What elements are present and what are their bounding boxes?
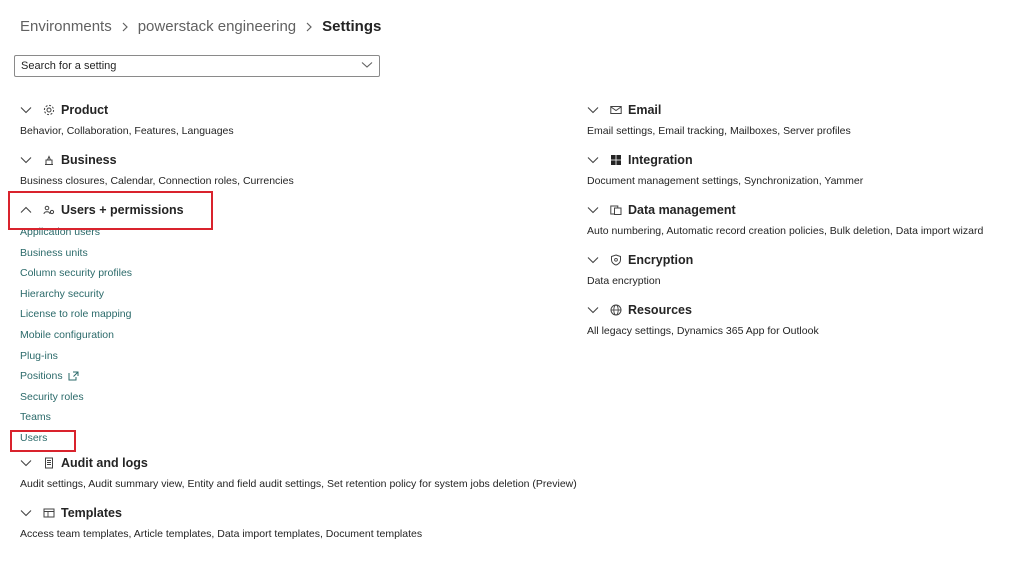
group-resources xyxy=(587,300,1007,350)
link-users[interactable]: Users xyxy=(20,431,48,444)
globe-icon xyxy=(610,304,622,316)
link-positions[interactable]: Positions xyxy=(20,370,63,383)
group-title: Business xyxy=(61,153,117,167)
settings-left-column xyxy=(20,100,580,553)
chevron-right-icon xyxy=(121,22,129,32)
windows-icon xyxy=(610,154,622,166)
group-header-email[interactable] xyxy=(587,100,1007,120)
breadcrumb xyxy=(20,18,381,35)
link-hierarchy-security[interactable]: Hierarchy security xyxy=(20,287,105,300)
group-header-templates[interactable] xyxy=(20,503,580,523)
link-column-security-profiles[interactable]: Column security profiles xyxy=(20,267,133,280)
shield-icon xyxy=(610,254,622,266)
chevron-down-icon[interactable] xyxy=(20,104,32,116)
group-data-management xyxy=(587,200,1007,250)
group-business xyxy=(20,150,580,200)
group-users-permissions xyxy=(20,200,580,449)
group-title: Encryption xyxy=(628,253,694,267)
open-external-icon xyxy=(68,371,79,381)
group-header-audit-and-logs[interactable] xyxy=(20,453,580,473)
link-mobile-configuration[interactable]: Mobile configuration xyxy=(20,328,114,341)
group-header-resources[interactable] xyxy=(587,300,1007,320)
group-summary: Access team templates, Article templates, Data import templates, Document templates xyxy=(20,527,423,540)
group-header-encryption[interactable] xyxy=(587,250,1007,270)
link-license-to-role-mapping[interactable]: License to role mapping xyxy=(20,308,132,321)
group-summary: Behavior, Collaboration, Features, Languages xyxy=(20,125,234,137)
data-management-icon xyxy=(610,204,622,216)
group-email xyxy=(587,100,1007,150)
business-icon xyxy=(43,154,55,166)
group-title: Templates xyxy=(61,505,122,520)
group-summary: Business closures, Calendar, Connection roles, Currencies xyxy=(20,175,294,187)
search-input[interactable] xyxy=(14,55,380,77)
users-permissions-links xyxy=(20,222,580,449)
group-summary: Audit settings, Audit summary view, Entity and field audit settings, Set retention policy for system jobs deletion (Preview) xyxy=(20,477,577,490)
group-encryption xyxy=(587,250,1007,300)
link-plug-ins[interactable]: Plug-ins xyxy=(20,349,58,362)
page-title: Settings xyxy=(322,18,382,35)
chevron-right-icon xyxy=(305,22,313,32)
group-title: Product xyxy=(61,103,109,117)
link-positions-row[interactable] xyxy=(20,366,580,387)
audit-icon xyxy=(43,457,55,469)
group-summary: All legacy settings, Dynamics 365 App for Outlook xyxy=(587,325,819,337)
settings-right-column xyxy=(587,100,1007,350)
group-title: Resources xyxy=(628,303,692,317)
group-header-business[interactable] xyxy=(20,150,580,170)
link-business-units[interactable]: Business units xyxy=(20,246,88,259)
group-title: Users + permissions xyxy=(61,203,184,217)
link-teams[interactable]: Teams xyxy=(20,411,51,424)
group-integration xyxy=(587,150,1007,200)
link-application-users[interactable]: Application users xyxy=(20,226,100,238)
group-header-product[interactable] xyxy=(20,100,580,120)
chevron-down-icon[interactable] xyxy=(20,154,32,166)
email-icon xyxy=(610,104,622,116)
chevron-up-icon[interactable] xyxy=(20,204,32,216)
search-placeholder: Search for a setting xyxy=(21,60,117,72)
users-permissions-icon xyxy=(43,204,55,216)
breadcrumb-environments[interactable]: Environments xyxy=(20,18,112,35)
breadcrumb-environment-name[interactable]: powerstack engineering xyxy=(137,18,297,35)
group-header-users-permissions[interactable] xyxy=(20,200,580,220)
templates-icon xyxy=(43,507,55,519)
group-templates xyxy=(20,503,580,553)
gear-icon xyxy=(43,104,55,116)
group-title: Audit and logs xyxy=(61,455,148,470)
group-title: Integration xyxy=(628,153,693,167)
chevron-down-icon[interactable] xyxy=(587,254,599,266)
group-product xyxy=(20,100,580,150)
group-title: Email xyxy=(628,103,662,117)
group-title: Data management xyxy=(628,203,736,217)
group-summary: Email settings, Email tracking, Mailboxes, Server profiles xyxy=(587,125,851,137)
chevron-down-icon[interactable] xyxy=(587,304,599,316)
chevron-down-icon[interactable] xyxy=(587,104,599,116)
group-audit-and-logs xyxy=(20,453,580,503)
chevron-down-icon[interactable] xyxy=(20,507,32,519)
link-security-roles[interactable]: Security roles xyxy=(20,390,84,403)
group-summary: Data encryption xyxy=(587,275,661,287)
chevron-down-icon[interactable] xyxy=(361,60,373,72)
group-summary: Auto numbering, Automatic record creation policies, Bulk deletion, Data import wizard xyxy=(587,225,984,237)
group-summary: Document management settings, Synchronization, Yammer xyxy=(587,175,864,187)
group-header-integration[interactable] xyxy=(587,150,1007,170)
chevron-down-icon[interactable] xyxy=(587,154,599,166)
chevron-down-icon[interactable] xyxy=(587,204,599,216)
group-header-data-management[interactable] xyxy=(587,200,1007,220)
chevron-down-icon[interactable] xyxy=(20,457,32,469)
